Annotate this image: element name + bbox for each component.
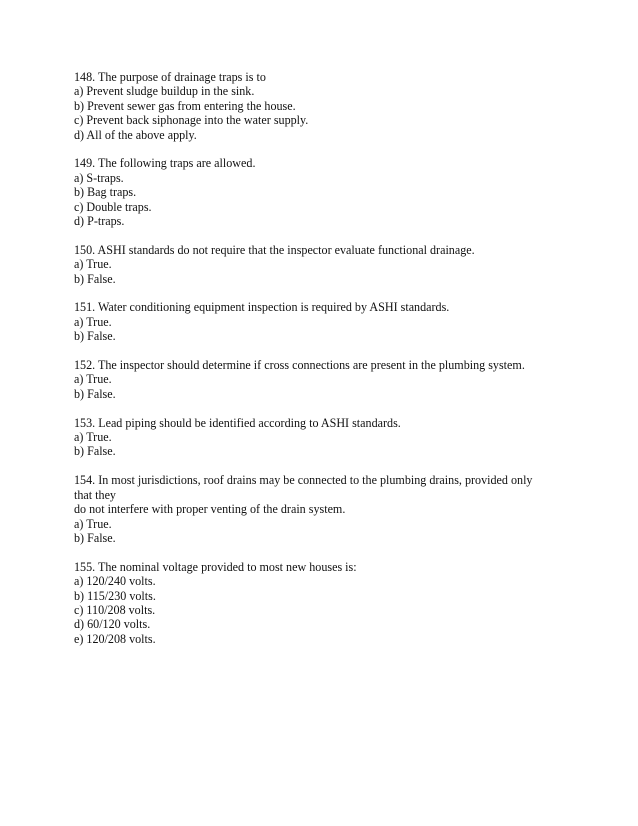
- document-page: [74, 70, 574, 661]
- answer-option-b: b) 115/230 volts.: [74, 588, 156, 603]
- answer-option-a: a) True.: [74, 372, 112, 387]
- answer-option-d: d) P-traps.: [74, 214, 125, 229]
- question-text: 151. Water conditioning equipment inspection is required by ASHI standards.: [74, 300, 450, 315]
- question-152: [74, 358, 574, 401]
- question-text: 150. ASHI standards do not require that the inspector evaluate functional drainage.: [74, 242, 475, 257]
- answer-option-c: c) 110/208 volts.: [74, 602, 156, 617]
- answer-option-e: e) 120/208 volts.: [74, 631, 156, 646]
- question-154: [74, 473, 574, 545]
- question-151: [74, 300, 574, 343]
- answer-option-b: b) False.: [74, 329, 116, 344]
- question-text: 155. The nominal voltage provided to most new houses is:: [74, 559, 357, 574]
- answer-option-b: b) Bag traps.: [74, 185, 137, 200]
- question-153: [74, 416, 574, 459]
- answer-option-a: a) Prevent sludge buildup in the sink.: [74, 84, 255, 99]
- answer-option-c: c) Double traps.: [74, 199, 152, 214]
- answer-option-a: a) True.: [74, 314, 112, 329]
- question-text-continued: do not interfere with proper venting of the drain system.: [74, 502, 346, 517]
- question-text: 152. The inspector should determine if cross connections are present in the plumbing system.: [74, 358, 525, 373]
- question-text: 154. In most jurisdictions, roof drains may be connected to the plumbing drains, provided only: [74, 473, 533, 488]
- answer-option-a: a) 120/240 volts.: [74, 574, 156, 589]
- answer-option-c: c) Prevent back siphonage into the water supply.: [74, 113, 309, 128]
- answer-option-d: d) All of the above apply.: [74, 127, 197, 142]
- answer-option-b: b) Prevent sewer gas from entering the house.: [74, 98, 296, 113]
- answer-option-b: b) False.: [74, 386, 116, 401]
- answer-option-b: b) False.: [74, 530, 116, 545]
- question-text-continued: that they: [74, 487, 116, 502]
- answer-option-a: a) True.: [74, 257, 112, 272]
- answer-option-a: a) True.: [74, 430, 112, 445]
- question-text: 153. Lead piping should be identified according to ASHI standards.: [74, 415, 401, 430]
- question-150: [74, 243, 574, 286]
- question-155: [74, 560, 574, 646]
- answer-option-a: a) S-traps.: [74, 170, 124, 185]
- question-148: [74, 70, 574, 142]
- answer-option-d: d) 60/120 volts.: [74, 617, 151, 632]
- question-text: 148. The purpose of drainage traps is to: [74, 70, 266, 84]
- answer-option-b: b) False.: [74, 444, 116, 459]
- question-text: 149. The following traps are allowed.: [74, 156, 256, 171]
- question-149: [74, 156, 574, 228]
- answer-option-b: b) False.: [74, 271, 116, 286]
- answer-option-a: a) True.: [74, 516, 112, 531]
